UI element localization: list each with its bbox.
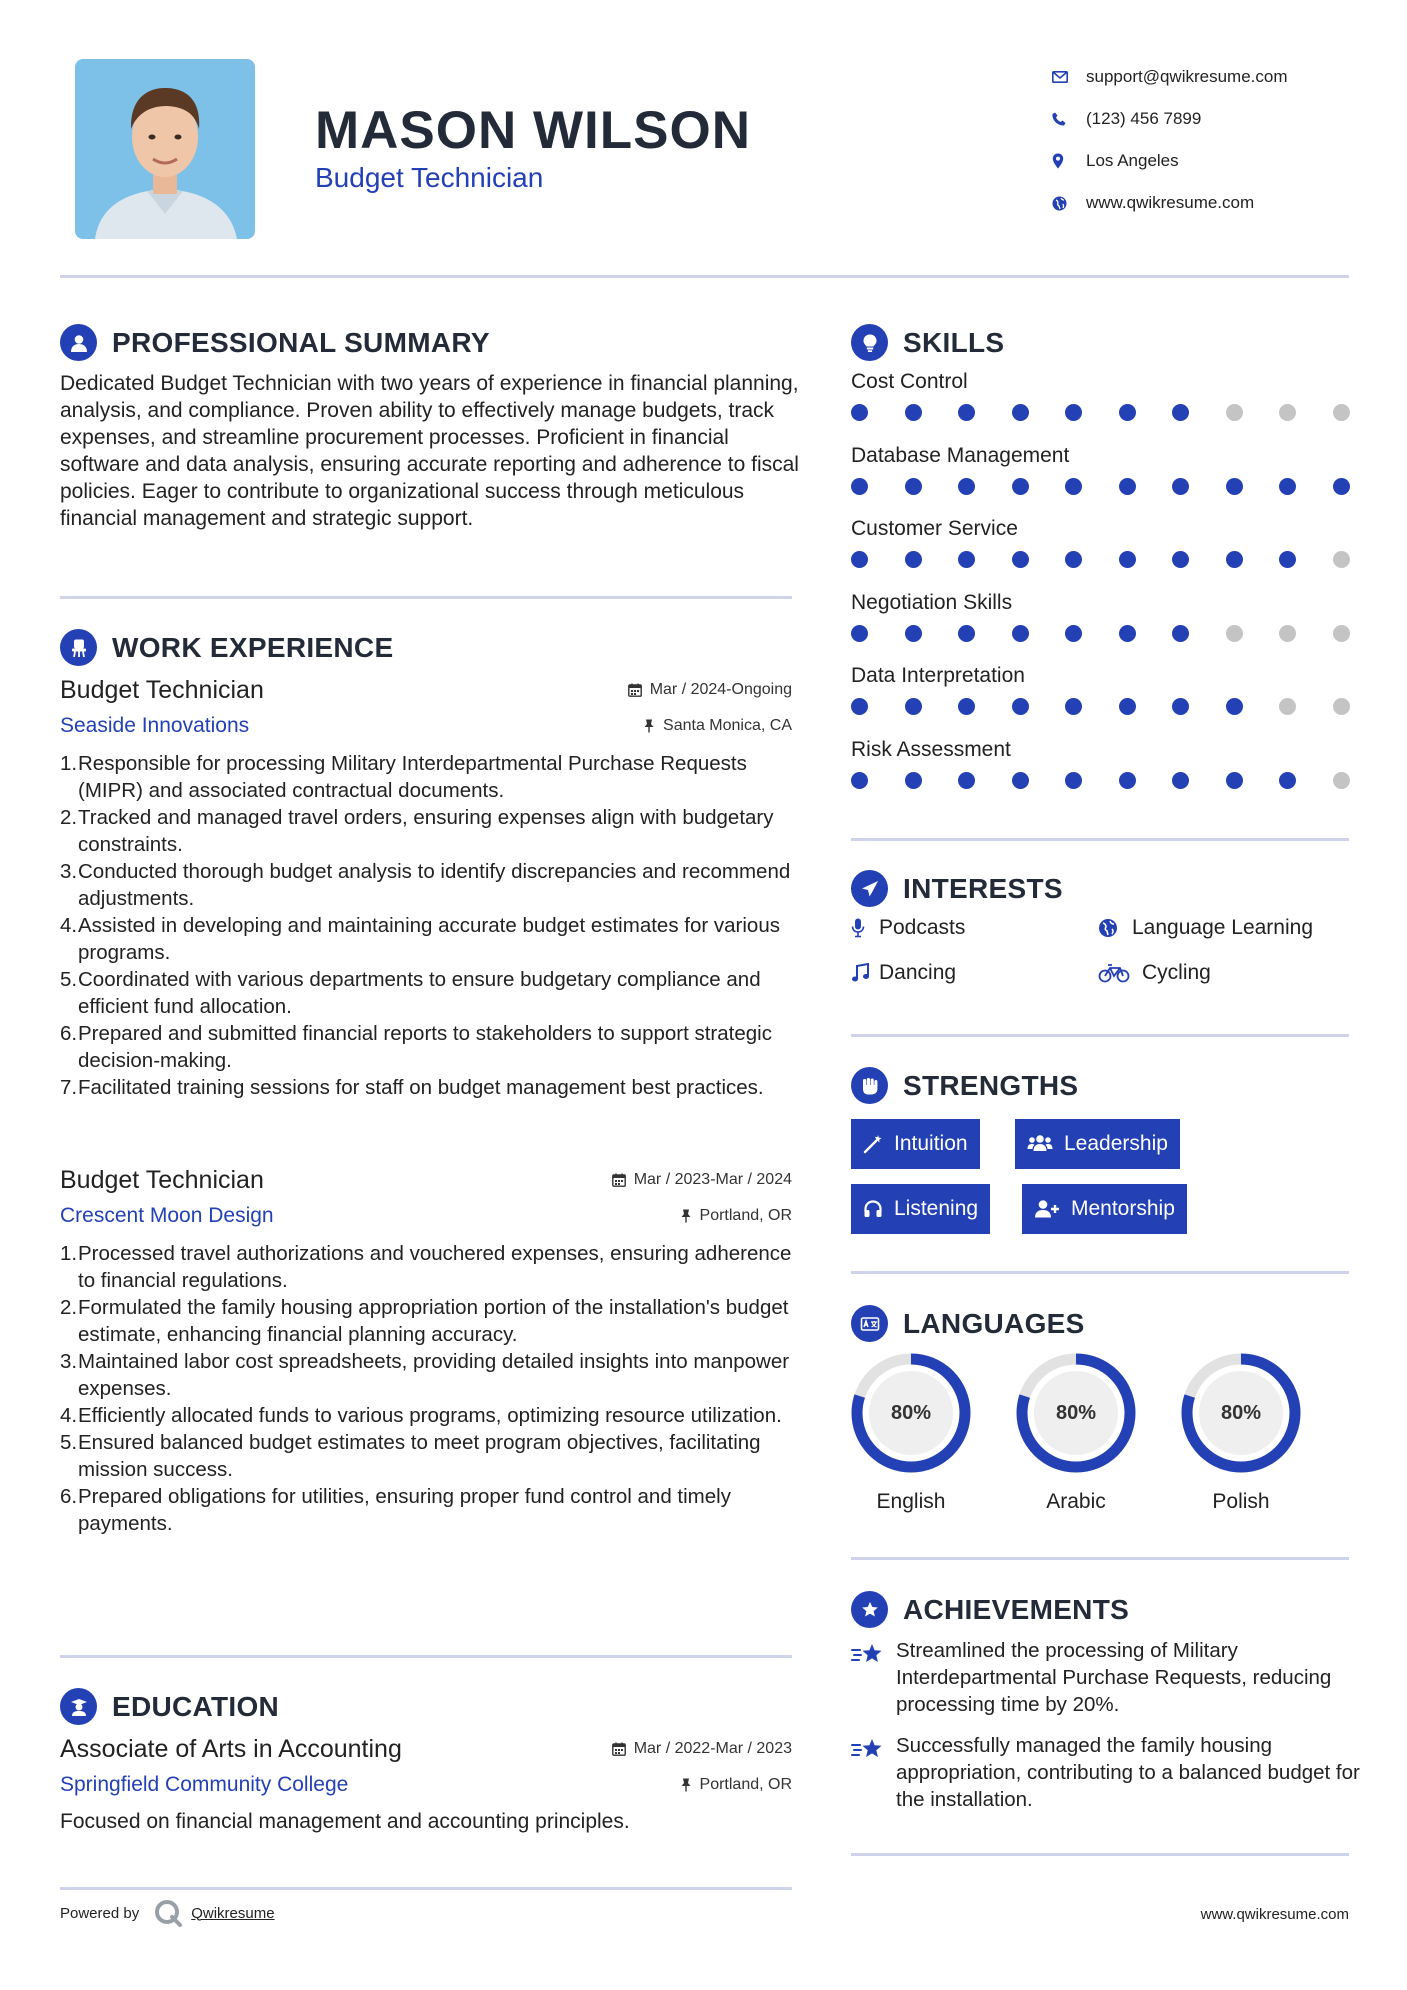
rating-dot-filled <box>1172 772 1189 789</box>
calendar-icon <box>612 1173 626 1187</box>
map-pin-icon <box>1052 153 1086 169</box>
rating-dot-empty <box>1333 551 1350 568</box>
rating-dot-filled <box>1279 478 1296 495</box>
qwikresume-link[interactable]: Qwikresume <box>191 1904 275 1922</box>
rating-dot-empty <box>1226 625 1243 642</box>
skill-name: Customer Service <box>851 517 1018 540</box>
rating-dot-filled <box>1119 551 1136 568</box>
user-icon <box>60 324 97 361</box>
languages-divider <box>851 1557 1349 1560</box>
job-bullet: Processed travel authorizations and vouchered expenses, ensuring adherence to financial regulations. <box>78 1242 792 1292</box>
interest-label: Language Learning <box>1132 916 1314 939</box>
contact-email[interactable] <box>1052 56 1382 98</box>
music-note-icon <box>851 963 879 983</box>
rating-dot-filled <box>851 404 868 421</box>
rating-dot-filled <box>1012 551 1029 568</box>
strength-chip <box>851 1119 980 1169</box>
rating-dot-empty <box>1279 404 1296 421</box>
rating-dot-filled <box>851 772 868 789</box>
rating-dot-empty <box>1333 625 1350 642</box>
skill-item <box>851 664 1351 715</box>
header-divider <box>60 275 1349 278</box>
strength-label: Leadership <box>1064 1132 1168 1155</box>
interest-label: Podcasts <box>879 916 966 939</box>
microphone-icon <box>851 918 879 938</box>
language-progress-ring <box>1180 1352 1302 1474</box>
contact-phone-text: (123) 456 7899 <box>1086 109 1202 128</box>
achievement-text: Streamlined the processing of Military Interdepartmental Purchase Requests, reducing processing time by 20%. <box>896 1639 1332 1716</box>
skill-name: Database Management <box>851 443 1070 467</box>
rating-dot-empty <box>1279 625 1296 642</box>
skill-name: Negotiation Skills <box>851 590 1013 614</box>
summary-divider <box>60 596 792 599</box>
paper-plane-icon <box>851 870 888 907</box>
language-name: Arabic <box>1046 1490 1106 1513</box>
skill-item <box>851 370 1351 421</box>
rating-dot-filled <box>1119 698 1136 715</box>
skill-rating <box>851 404 1350 421</box>
education-description: Focused on financial management and accounting principles. <box>60 1810 630 1833</box>
rating-dot-filled <box>1065 698 1082 715</box>
strength-chip <box>1015 1119 1180 1169</box>
strength-label: Mentorship <box>1071 1197 1175 1220</box>
skills-heading-text: SKILLS <box>903 326 1005 358</box>
job-bullet: Conducted thorough budget analysis to identify discrepancies and recommend adjustments. <box>78 860 791 910</box>
magic-wand-icon <box>863 1134 883 1154</box>
rating-dot-filled <box>1065 772 1082 789</box>
rating-dot-filled <box>1065 551 1082 568</box>
contact-website-text: www.qwikresume.com <box>1086 193 1255 212</box>
rating-dot-filled <box>1172 625 1189 642</box>
interest-item <box>1098 961 1211 985</box>
summary-heading-text: PROFESSIONAL SUMMARY <box>112 326 490 358</box>
job-location <box>680 1207 792 1225</box>
achievement-text: Successfully managed the family housing appropriation, contributing to a balanced budget for the installation. <box>896 1734 1360 1811</box>
shooting-star-icon <box>851 1637 896 1718</box>
education-entry <box>60 1732 792 1835</box>
education-location <box>680 1776 792 1794</box>
achievements-heading <box>851 1591 1129 1628</box>
contact-email-text: support@qwikresume.com <box>1086 67 1288 86</box>
interests-heading <box>851 870 1063 907</box>
job-company: Crescent Moon Design <box>60 1204 274 1227</box>
rating-dot-filled <box>1119 625 1136 642</box>
headphones-icon <box>863 1199 883 1219</box>
job-bullet: Coordinated with various departments to ensure budgetary compliance and efficient fund allocation. <box>78 968 761 1018</box>
education-dates-text: Mar / 2022-Mar / 2023 <box>633 1740 792 1757</box>
rating-dot-filled <box>905 772 922 789</box>
rating-dot-filled <box>1279 551 1296 568</box>
interest-label: Cycling <box>1142 961 1211 984</box>
skill-rating <box>851 698 1350 715</box>
education-location-text: Portland, OR <box>699 1776 792 1793</box>
language-progress-ring <box>850 1352 972 1474</box>
job-dates-text: Mar / 2023-Mar / 2024 <box>633 1171 792 1188</box>
strength-chip <box>851 1184 990 1234</box>
interest-item <box>851 916 965 940</box>
powered-by <box>60 1898 275 1928</box>
rating-dot-filled <box>905 478 922 495</box>
footer-website[interactable]: www.qwikresume.com <box>1200 1906 1349 1923</box>
rating-dot-filled <box>1065 404 1082 421</box>
strengths-divider <box>851 1271 1349 1274</box>
language-progress-ring <box>1015 1352 1137 1474</box>
rating-dot-filled <box>1172 698 1189 715</box>
skill-item <box>851 517 1351 568</box>
rating-dot-filled <box>1012 478 1029 495</box>
globe-icon <box>1052 196 1086 211</box>
school-name: Springfield Community College <box>60 1773 349 1796</box>
summary-heading <box>60 324 490 361</box>
job-location <box>643 717 792 735</box>
skills-heading <box>851 324 1004 361</box>
strength-chip <box>1022 1184 1187 1234</box>
rating-dot-empty <box>1333 404 1350 421</box>
skill-name: Data Interpretation <box>851 664 1025 687</box>
summary-text: Dedicated Budget Technician with two years of experience in financial planning, analysis, and compliance. Proven ability to effectively manage budgets, track expenses, and streamline procurement processes. Proficient in financial software and data analysis, ensuring accurate reporting and adherence to fiscal policies. Eager to contribute to organizational success through meticulous financial management and strategic support. <box>60 372 799 530</box>
languages-heading <box>851 1305 1085 1342</box>
language-name: English <box>876 1490 946 1513</box>
achievements-divider <box>851 1853 1349 1856</box>
language-item <box>1179 1352 1303 1514</box>
language-item <box>1014 1352 1138 1514</box>
education-heading-text: EDUCATION <box>112 1690 280 1722</box>
interest-item <box>1098 916 1313 940</box>
rating-dot-filled <box>851 478 868 495</box>
contact-location <box>1052 140 1382 182</box>
rating-dot-filled <box>1172 404 1189 421</box>
award-icon <box>851 1591 888 1628</box>
language-percent: 80% <box>890 1401 932 1424</box>
rating-dot-filled <box>1119 404 1136 421</box>
rating-dot-filled <box>1065 478 1082 495</box>
strength-label: Intuition <box>894 1132 968 1155</box>
rating-dot-filled <box>1279 772 1296 789</box>
job-bullet: Maintained labor cost spreadsheets, providing detailed insights into manpower expenses. <box>78 1350 790 1400</box>
interests-heading-text: INTERESTS <box>903 872 1063 904</box>
rating-dot-filled <box>958 772 975 789</box>
job-bullet: Ensured balanced budget estimates to meet program objectives, facilitating mission success. <box>78 1431 761 1481</box>
rating-dot-filled <box>1226 772 1243 789</box>
job-title: Budget Technician <box>60 675 264 704</box>
job-company: Seaside Innovations <box>60 714 250 737</box>
job-dates <box>628 681 792 699</box>
education-heading <box>60 1688 279 1725</box>
candidate-name: MASON WILSON <box>315 101 751 160</box>
graduate-icon <box>60 1688 97 1725</box>
contact-block <box>1052 56 1382 224</box>
contact-website[interactable] <box>1052 182 1382 224</box>
education-dates <box>612 1740 792 1758</box>
work-divider <box>60 1655 792 1658</box>
rating-dot-filled <box>1226 698 1243 715</box>
globe-icon <box>1098 918 1132 938</box>
job-bullet: Assisted in developing and maintaining accurate budget estimates for various programs. <box>78 914 780 964</box>
job-bullet: Prepared obligations for utilities, ensuring proper fund control and timely payments. <box>78 1485 731 1535</box>
languages-heading-text: LANGUAGES <box>903 1307 1085 1339</box>
rating-dot-filled <box>958 551 975 568</box>
rating-dot-filled <box>1119 478 1136 495</box>
job-bullets <box>60 1240 792 1537</box>
job-bullet: Facilitated training sessions for staff on budget management best practices. <box>78 1076 764 1099</box>
strengths-heading <box>851 1067 1078 1104</box>
rating-dot-filled <box>958 698 975 715</box>
calendar-icon <box>628 683 642 697</box>
profile-photo <box>75 59 255 239</box>
interests-divider <box>851 1034 1349 1037</box>
rating-dot-filled <box>905 551 922 568</box>
job-dates <box>612 1171 792 1189</box>
skill-name: Cost Control <box>851 370 968 393</box>
job-location-text: Santa Monica, CA <box>663 717 792 734</box>
achievement-item <box>851 1732 1361 1813</box>
skill-item <box>851 591 1351 642</box>
pushpin-icon <box>643 719 655 733</box>
job-dates-text: Mar / 2024-Ongoing <box>649 681 792 698</box>
rating-dot-filled <box>851 698 868 715</box>
interest-label: Dancing <box>879 961 957 984</box>
contact-location-text: Los Angeles <box>1086 151 1179 170</box>
rating-dot-filled <box>1226 551 1243 568</box>
job-bullets <box>60 750 792 1101</box>
language-icon <box>851 1305 888 1342</box>
job-bullet: Prepared and submitted financial reports to stakeholders to support strategic decision-making. <box>78 1022 772 1072</box>
bicycle-icon <box>1098 963 1142 983</box>
rating-dot-filled <box>1119 772 1136 789</box>
language-percent: 80% <box>1220 1401 1262 1424</box>
rating-dot-filled <box>851 625 868 642</box>
job-bullet: Tracked and managed travel orders, ensuring expenses align with budgetary constraints. <box>78 806 774 856</box>
skill-rating <box>851 478 1350 495</box>
users-icon <box>1027 1134 1053 1154</box>
rating-dot-filled <box>1012 404 1029 421</box>
job-bullet: Responsible for processing Military Interdepartmental Purchase Requests (MIPR) and associated contractual documents. <box>78 752 747 802</box>
job-location-text: Portland, OR <box>699 1207 792 1224</box>
skill-rating <box>851 625 1350 642</box>
rating-dot-filled <box>1172 478 1189 495</box>
rating-dot-filled <box>1172 551 1189 568</box>
job-bullet: Efficiently allocated funds to various programs, optimizing resource utilization. <box>78 1404 782 1427</box>
envelope-icon <box>1052 71 1086 83</box>
rating-dot-filled <box>1012 698 1029 715</box>
rating-dot-filled <box>1226 478 1243 495</box>
job-entry <box>60 1163 792 1537</box>
rating-dot-filled <box>1333 478 1350 495</box>
calendar-icon <box>612 1742 626 1756</box>
powered-by-text: Powered by <box>60 1904 140 1922</box>
achievements-heading-text: ACHIEVEMENTS <box>903 1593 1130 1625</box>
rating-dot-filled <box>1012 772 1029 789</box>
rating-dot-filled <box>1012 625 1029 642</box>
language-name: Polish <box>1212 1490 1270 1513</box>
skill-rating <box>851 772 1350 789</box>
rating-dot-filled <box>1065 625 1082 642</box>
user-plus-icon <box>1034 1199 1060 1219</box>
rating-dot-filled <box>905 625 922 642</box>
lightbulb-icon <box>851 324 888 361</box>
strength-label: Listening <box>894 1197 979 1220</box>
education-divider <box>60 1887 792 1890</box>
job-title: Budget Technician <box>60 1165 264 1194</box>
qwikresume-logo-icon <box>153 1898 183 1928</box>
strengths-heading-text: STRENGTHS <box>903 1069 1079 1101</box>
skill-item <box>851 444 1351 495</box>
rating-dot-filled <box>958 478 975 495</box>
phone-icon <box>1052 112 1086 126</box>
skill-name: Risk Assessment <box>851 737 1011 761</box>
rating-dot-empty <box>1279 698 1296 715</box>
pushpin-icon <box>680 1209 692 1223</box>
job-entry <box>60 673 792 1101</box>
chair-icon <box>60 629 97 666</box>
language-percent: 80% <box>1055 1401 1097 1424</box>
rating-dot-filled <box>905 698 922 715</box>
pushpin-icon <box>680 1778 692 1792</box>
rating-dot-empty <box>1333 698 1350 715</box>
job-bullet: Formulated the family housing appropriation portion of the installation's budget estimate, enhancing financial planning accuracy. <box>78 1296 789 1346</box>
skills-divider <box>851 838 1349 841</box>
degree-title: Associate of Arts in Accounting <box>60 1734 402 1763</box>
work-heading <box>60 629 393 666</box>
candidate-title: Budget Technician <box>315 162 544 193</box>
interest-item <box>851 961 956 985</box>
skill-item <box>851 738 1351 789</box>
rating-dot-empty <box>1226 404 1243 421</box>
work-heading-text: WORK EXPERIENCE <box>112 631 394 663</box>
rating-dot-filled <box>958 404 975 421</box>
rating-dot-empty <box>1333 772 1350 789</box>
fist-icon <box>851 1067 888 1104</box>
rating-dot-filled <box>905 404 922 421</box>
skill-rating <box>851 551 1350 568</box>
rating-dot-filled <box>958 625 975 642</box>
achievement-item <box>851 1637 1361 1718</box>
language-item <box>849 1352 973 1514</box>
shooting-star-icon <box>851 1732 896 1813</box>
contact-phone[interactable] <box>1052 98 1382 140</box>
rating-dot-filled <box>851 551 868 568</box>
